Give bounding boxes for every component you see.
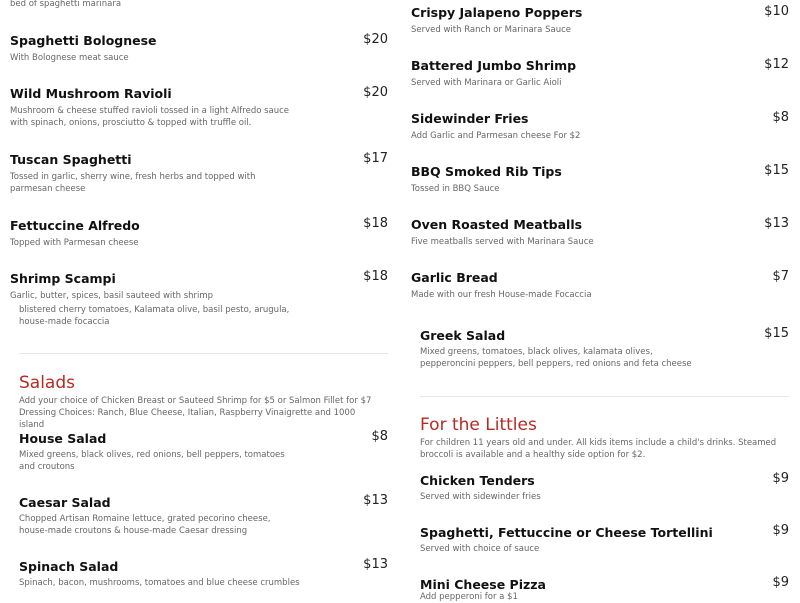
item-description: Served with sidewinder fries bbox=[420, 492, 541, 502]
menu-item-name: Garlic Bread bbox=[411, 270, 498, 285]
menu-item-price: $15 bbox=[764, 163, 789, 178]
menu-item-price: $8 bbox=[371, 429, 388, 444]
menu-item-name: Sidewinder Fries bbox=[411, 111, 529, 126]
menu-item-name: Wild Mushroom Ravioli bbox=[10, 86, 172, 101]
menu-item-price: $20 bbox=[363, 32, 388, 47]
menu-item-price: $8 bbox=[772, 110, 789, 125]
item-description: Served with Marinara or Garlic Aioli bbox=[411, 78, 562, 88]
menu-item-name: Oven Roasted Meatballs bbox=[411, 217, 583, 232]
item-description: Chopped Artisan Romaine lettuce, grated pecorino cheese, house-made croutons & house-made Caesar dressing bbox=[19, 514, 271, 536]
menu-item-price: $9 bbox=[772, 575, 789, 590]
section-title-salads: Salads bbox=[19, 373, 75, 393]
item-description: Mixed greens, tomatoes, black olives, kalamata olives, pepperoncini peppers, bell peppers, red onions and feta cheese bbox=[420, 347, 692, 369]
item-description: With Bolognese meat sauce bbox=[10, 53, 129, 63]
menu-item-price: $10 bbox=[764, 4, 789, 19]
menu-item-name: BBQ Smoked Rib Tips bbox=[411, 164, 562, 179]
menu-item-price: $9 bbox=[772, 523, 789, 538]
menu-item-name: Mini Cheese Pizza bbox=[420, 577, 546, 592]
menu-item-name: House Salad bbox=[19, 431, 107, 446]
menu-item-price: $13 bbox=[363, 557, 388, 572]
item-description: Five meatballs served with Marinara Sauce bbox=[411, 237, 594, 247]
item-description: Mixed greens, black olives, red onions, bell peppers, tomatoes and croutons bbox=[19, 450, 285, 472]
menu-item-price: $15 bbox=[764, 326, 789, 341]
item-description: Garlic, butter, spices, basil sauteed with shrimp bbox=[10, 291, 214, 301]
menu-item-name: Shrimp Scampi bbox=[10, 271, 116, 286]
menu-item-name: Greek Salad bbox=[420, 328, 506, 343]
menu-item-price: $18 bbox=[363, 216, 388, 231]
item-description: bed of spaghetti marinara bbox=[10, 0, 122, 9]
item-description: Spinach, bacon, mushrooms, tomatoes and blue cheese crumbles bbox=[19, 578, 300, 588]
menu-item-price: $13 bbox=[764, 216, 789, 231]
item-description: Tossed in garlic, sherry wine, fresh herbs and topped with parmesan cheese bbox=[10, 172, 256, 194]
menu-item-price: $17 bbox=[363, 151, 388, 166]
menu-item-name: Battered Jumbo Shrimp bbox=[411, 58, 577, 73]
menu-item-price: $9 bbox=[772, 471, 789, 486]
menu-item-price: $18 bbox=[363, 269, 388, 284]
menu-item-name: Spinach Salad bbox=[19, 559, 119, 574]
section-divider bbox=[420, 396, 789, 397]
menu-item-name: Crispy Jalapeno Poppers bbox=[411, 5, 583, 20]
section-title-littles: For the Littles bbox=[420, 415, 537, 435]
item-description: Served with choice of sauce bbox=[420, 544, 540, 554]
menu-item-name: Caesar Salad bbox=[19, 495, 111, 510]
menu-item-price: $12 bbox=[764, 57, 789, 72]
item-description: Tossed in BBQ Sauce bbox=[411, 184, 500, 194]
section-intro: Add your choice of Chicken Breast or Sauteed Shrimp for $5 or Salmon Fillet for $7 Dressing Choices: Ranch, Blue Cheese, Italian, Raspberry Vinaigrette and 1000 island bbox=[19, 396, 372, 430]
item-description: Made with our fresh House-made Focaccia bbox=[411, 290, 592, 300]
section-intro: For children 11 years old and under. All kids items include a child's drinks. Steamed broccoli is available and a healthy side option for $2. bbox=[420, 438, 777, 460]
menu-item-name: Spaghetti, Fettuccine or Cheese Tortellini bbox=[420, 525, 713, 540]
menu-item-price: $20 bbox=[363, 85, 388, 100]
menu-item-price: $7 bbox=[772, 269, 789, 284]
menu-item-name: Fettuccine Alfredo bbox=[10, 218, 140, 233]
menu-item-name: Chicken Tenders bbox=[420, 473, 535, 488]
menu-item-price: $13 bbox=[363, 493, 388, 508]
menu-item-name: Tuscan Spaghetti bbox=[10, 152, 132, 167]
item-description: Add Garlic and Parmesan cheese For $2 bbox=[411, 131, 581, 141]
item-description: Mushroom & cheese stuffed ravioli tossed in a light Alfredo sauce with spinach, onions, prosciutto & topped with truffle oil. bbox=[10, 106, 290, 128]
section-divider bbox=[19, 353, 388, 354]
menu-item-name: Spaghetti Bolognese bbox=[10, 33, 157, 48]
item-description: blistered cherry tomatoes, Kalamata olive, basil pesto, arugula, house-made focaccia bbox=[19, 305, 290, 327]
item-description: Served with Ranch or Marinara Sauce bbox=[411, 25, 571, 35]
item-description: Topped with Parmesan cheese bbox=[10, 238, 139, 248]
item-description: Add pepperoni for a $1 bbox=[420, 592, 518, 602]
